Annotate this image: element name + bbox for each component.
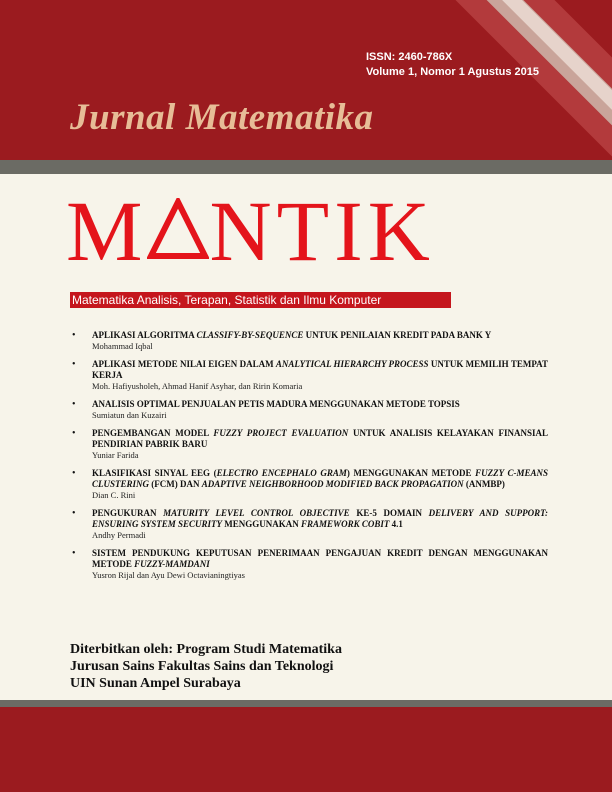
article-item	[70, 359, 548, 392]
article-title-italic: FUZZY-MAMDANI	[134, 559, 210, 569]
volume-info: Volume 1, Nomor 1 Agustus 2015	[366, 66, 539, 78]
article-title-italic: ANALYTICAL HIERARCHY PROCESS	[275, 359, 429, 369]
article-authors: Yusron Rijal dan Ayu Dewi Octavianingtiyas	[92, 570, 245, 580]
masthead-letter-m: M	[66, 183, 148, 279]
table-of-contents	[70, 330, 548, 588]
article-title-text: 4.1	[389, 519, 403, 529]
subtitle-text: Matematika Analisis, Terapan, Statistik dan Ilmu Komputer	[72, 293, 382, 307]
article-title-text: KLASIFIKASI SINYAL EEG (	[92, 468, 217, 478]
article-title-text: (ANMBP)	[463, 479, 505, 489]
article-title-text: PENGEMBANGAN MODEL	[92, 428, 214, 438]
publisher-line: Diterbitkan oleh: Program Studi Matematika	[70, 642, 342, 657]
article-title-italic: CLASSIFY-BY-SEQUENCE	[196, 330, 304, 340]
article-item	[70, 548, 548, 581]
bullet-icon: •	[72, 330, 76, 341]
bullet-icon: •	[72, 548, 76, 559]
footer-band	[0, 707, 612, 792]
divider-strip	[0, 700, 612, 707]
article-title-italic: ELECTRO ENCEPHALO GRAM	[216, 468, 347, 478]
article-authors: Sumiatun dan Kuzairi	[92, 410, 167, 420]
masthead-letters-ntik: NTIK	[209, 183, 435, 279]
article-title-text: KE-5 DOMAIN	[349, 508, 429, 518]
article-authors: Andhy Permadi	[92, 530, 146, 540]
article-title	[92, 468, 548, 490]
bullet-icon: •	[72, 359, 76, 370]
journal-name: Jurnal Matematika	[70, 97, 374, 138]
article-title-italic: MATURITY LEVEL CONTROL OBJECTIVE	[163, 508, 350, 518]
article-title-italic: DELIVERY AND SUPPORT: ENSURING SYSTEM SECURITY	[92, 508, 549, 529]
bullet-icon: •	[72, 468, 76, 479]
article-title-text: UNTUK PENILAIAN KREDIT PADA BANK Y	[303, 330, 492, 340]
article-title	[92, 508, 548, 530]
bullet-icon: •	[72, 428, 76, 439]
masthead-title	[66, 183, 586, 279]
article-authors: Mohammad Iqbal	[92, 341, 153, 351]
article-item	[70, 330, 548, 352]
article-item	[70, 428, 548, 461]
bullet-icon: •	[72, 508, 76, 519]
article-title	[92, 399, 548, 410]
article-title-text: UNTUK MEMILIH TEMPAT KERJA	[92, 359, 548, 380]
article-title-text: ANALISIS OPTIMAL PENJUALAN PETIS MADURA MENGGUNAKAN METODE TOPSIS	[92, 399, 460, 409]
article-item	[70, 468, 548, 501]
bullet-icon: •	[72, 399, 76, 410]
publisher-line: Jurusan Sains Fakultas Sains dan Teknologi	[70, 659, 334, 674]
article-title-text: ) MENGGUNAKAN METODE	[346, 468, 476, 478]
article-title	[92, 548, 548, 570]
article-title-text: UNTUK ANALISIS KELAYAKAN FINANSIAL PENDIRIAN PABRIK BARU	[92, 428, 548, 449]
article-title-italic: ADAPTIVE NEIGHBORHOOD MODIFIED BACK PROPAGATION	[201, 479, 464, 489]
article-title-text: (FCM) DAN	[149, 479, 202, 489]
delta-icon	[147, 198, 209, 260]
article-item	[70, 399, 548, 421]
issn-number: ISSN: 2460-786X	[366, 51, 453, 63]
article-title	[92, 428, 548, 450]
article-title	[92, 359, 548, 381]
article-title-text: MENGGUNAKAN	[222, 519, 302, 529]
article-title-text: APLIKASI ALGORITMA	[92, 330, 197, 340]
article-item	[70, 508, 548, 541]
article-title-italic: FUZZY PROJECT EVALUATION	[213, 428, 349, 438]
article-title-italic: FRAMEWORK COBIT	[301, 519, 390, 529]
publisher-line: UIN Sunan Ampel Surabaya	[70, 676, 241, 691]
article-title-text: PENGUKURAN	[92, 508, 164, 518]
header-band	[0, 0, 612, 160]
article-title	[92, 330, 548, 341]
divider-strip	[0, 160, 612, 174]
article-title-text: SISTEM PENDUKUNG KEPUTUSAN PENERIMAAN PENGAJUAN KREDIT DENGAN MENGGUNAKAN METODE	[92, 548, 548, 569]
article-title-italic: FUZZY C-MEANS CLUSTERING	[92, 468, 548, 489]
article-authors: Yuniar Farida	[92, 450, 139, 460]
article-authors: Moh. Hafiyusholeh, Ahmad Hanif Asyhar, dan Ririn Komaria	[92, 381, 303, 391]
issn-block	[366, 50, 539, 80]
publisher-block	[70, 641, 342, 692]
article-title-text: APLIKASI METODE NILAI EIGEN DALAM	[92, 359, 276, 369]
article-authors: Dian C. Rini	[92, 490, 136, 500]
subtitle-banner	[70, 292, 451, 308]
